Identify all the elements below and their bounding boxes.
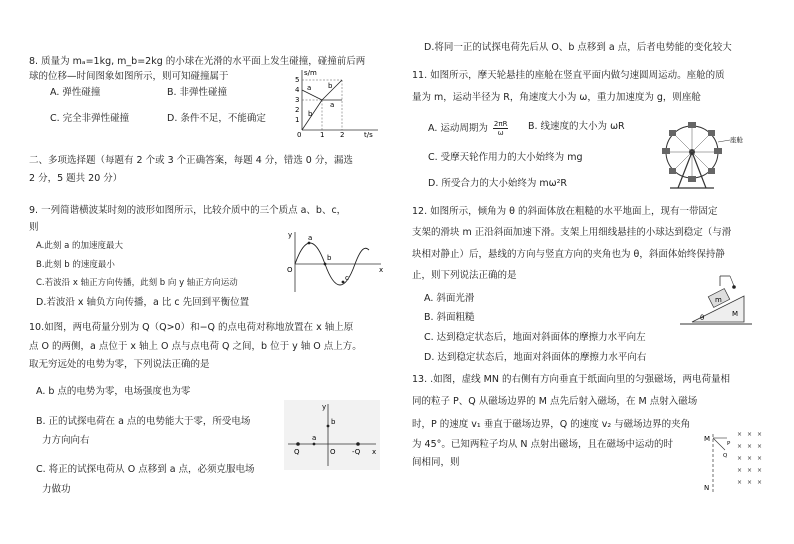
field-cross-mark: × [737, 479, 743, 486]
field-cross-mark: × [757, 431, 763, 438]
q11-option-b: B. 线速度的大小为 ωR [528, 121, 625, 132]
q8-xtick-1: 1 [320, 131, 325, 138]
q8-graph-ylabel: s/m [304, 69, 317, 77]
q8-line-label-b1: b [308, 110, 313, 118]
q9-point-c: c [345, 274, 349, 282]
q13-label-P: P [727, 441, 731, 447]
q8-line-label-a1: a [307, 84, 312, 92]
field-cross-mark: × [737, 467, 743, 474]
field-cross-mark: × [747, 443, 753, 450]
q11-ferris-wheel-figure [652, 118, 748, 194]
field-cross-mark: × [757, 455, 763, 462]
q13-line2: 同的粒子 P、Q 从磁场边界的 M 点先后射入磁场，在 M 点射入磁场 [412, 396, 698, 407]
q8-line1: 8. 质量为 mₐ=1kg, m_b=2kg 的小球在光滑的水平面上发生碰撞，碰撞前后两 [29, 56, 366, 67]
q9-option-d: D.若波沿 x 轴负方向传播，a 比 c 先回到平衡位置 [36, 297, 250, 308]
q8-displacement-time-graph [286, 66, 382, 138]
q12-option-c: C. 达到稳定状态后，地面对斜面体的摩擦力水平向左 [424, 332, 646, 343]
q11-cabin-label: 座舱 [730, 136, 743, 144]
q11-option-a-text: A. 运动周期为 [428, 123, 488, 134]
q8-line-label-b2: b [328, 82, 333, 90]
field-cross-mark: × [747, 467, 753, 474]
q8-ytick-1: 1 [295, 116, 300, 124]
q8-line-label-a2: a [330, 101, 335, 109]
field-cross-mark: × [737, 455, 743, 462]
magnetic-field-crosses [737, 431, 762, 486]
q9-option-a: A.此刻 a 的加速度最大 [36, 241, 123, 251]
field-cross-mark: × [747, 479, 753, 486]
q8-xtick-0: 0 [297, 131, 302, 138]
field-cross-mark: × [737, 443, 743, 450]
q9-point-b: b [327, 254, 332, 262]
q13-label-N: N [704, 484, 710, 492]
q10-line2: 点 O 的两侧，a 点位于 x 轴上 O 点与点电荷 Q 之间，b 位于 y 轴 O 点上方。 [29, 341, 362, 352]
q12-incline-figure [680, 272, 752, 328]
q12-label-m: m [715, 296, 722, 304]
q8-option-b: B. 非弹性碰撞 [167, 87, 228, 98]
q9-graph-origin: O [287, 266, 293, 274]
q10-graph-origin: O [330, 448, 336, 456]
q9-point-a: a [308, 234, 313, 242]
q8-option-c: C. 完全非弹性碰撞 [50, 113, 130, 124]
q11-fraction-denominator: ω [497, 129, 504, 137]
q13-label-M: M [704, 435, 711, 443]
q11-fraction-numerator: 2πR [493, 120, 508, 128]
q12-line2: 支架的滑块 m 正沿斜面加速下滑。支架上用细线悬挂的小球达到稳定（与滑 [412, 227, 732, 238]
q12-line1: 12. 如图所示，倾角为 θ 的斜面体放在粗糙的水平地面上，现有一带固定 [412, 206, 718, 217]
q13-line1: 13. .如图，虚线 MN 的右侧有方向垂直于纸面向里的匀强磁场，两电荷量相 [412, 374, 730, 385]
q13-line3: 时，P 的速度 v₁ 垂直于磁场边界，Q 的速度 v₂ 与磁场边界的夹角 [412, 419, 691, 430]
q12-option-a: A. 斜面光滑 [424, 293, 475, 304]
q10-option-b-line2: 力方向向右 [42, 435, 90, 446]
q10-option-c-line1: C. 将正的试探电荷从 O 点移到 a 点，必须克服电场 [36, 464, 255, 475]
q11-line2: 量为 m，运动半径为 R，角速度大小为 ω，重力加速度为 g，则座舱 [412, 92, 701, 103]
q10-line1: 10.如图，两电荷量分别为 Q（Q>0）和−Q 的点电荷对称地放置在 x 轴上原 [29, 322, 354, 333]
q9-option-b: B.此刻 b 的速度最小 [36, 260, 115, 270]
q10-graph-b: b [331, 418, 336, 426]
section2-line1: 二、多项选择题（每题有 2 个或 3 个正确答案，每题 4 分，错选 0 分，漏选 [29, 155, 353, 166]
q10-graph-negq: -Q [352, 448, 361, 456]
q12-line3: 块相对静止）后，悬线的方向与竖直方向的夹角也为 θ，斜面体始终保持静 [412, 249, 725, 260]
q13-magnetic-field-figure [703, 428, 763, 496]
q12-option-d: D. 达到稳定状态后，地面对斜面体的摩擦力水平向右 [424, 352, 647, 363]
field-cross-mark: × [757, 479, 763, 486]
q13-label-Q: Q [723, 453, 728, 459]
q10-option-b-line1: B. 正的试探电荷在 a 点的电势能大于零，所受电场 [36, 416, 251, 427]
q8-ytick-4: 4 [295, 86, 300, 94]
q12-label-M: M [732, 310, 739, 318]
q10-option-a: A. b 点的电势为零，电场强度也为零 [36, 386, 191, 397]
q10-graph-y: y [322, 403, 327, 411]
q11-option-a [428, 120, 508, 137]
q12-label-theta: θ [700, 314, 705, 322]
q8-option-a: A. 弹性碰撞 [50, 87, 101, 98]
field-cross-mark: × [757, 443, 763, 450]
q10-option-d: D.将同一正的试探电荷先后从 O、b 点移到 a 点，后者电势能的变化较大 [424, 42, 732, 53]
q8-line2: 球的位移—时间图象如图所示，则可知碰撞属于 [29, 71, 229, 82]
q10-graph-q: Q [294, 448, 300, 456]
field-cross-mark: × [757, 467, 763, 474]
q9-graph-y: y [288, 231, 293, 239]
field-cross-mark: × [737, 431, 743, 438]
q9-option-c: C.若波沿 x 轴正方向传播，此刻 b 向 y 轴正方向运动 [36, 278, 238, 288]
q13-line5: 间相同，则 [412, 457, 460, 468]
q10-graph-a: a [312, 434, 317, 442]
q8-option-d: D. 条件不足，不能确定 [167, 113, 266, 124]
q11-option-c: C. 受摩天轮作用力的大小始终为 mg [428, 152, 583, 163]
q12-option-b: B. 斜面粗糙 [424, 312, 475, 323]
q11-line1: 11. 如图所示，摩天轮悬挂的座舱在竖直平面内做匀速圆周运动。座舱的质 [412, 70, 725, 81]
q8-ytick-2: 2 [295, 106, 300, 114]
q9-line1: 9. 一列简谐横波某时刻的波形如图所示，比较介质中的三个质点 a、b、c， [29, 205, 347, 216]
q13-line4: 为 45°。已知两粒子均从 N 点射出磁场，且在磁场中运动的时 [412, 439, 674, 450]
q11-option-d: D. 所受合力的大小始终为 mω²R [428, 178, 567, 189]
q8-ytick-3: 3 [295, 96, 300, 104]
section2-line2: 2 分，5 题共 20 分） [29, 173, 123, 184]
q10-option-c-line2: 力做功 [42, 484, 71, 495]
q11-period-fraction [493, 120, 509, 137]
q9-waveform-graph [283, 228, 387, 296]
q8-graph-xlabel: t/s [364, 131, 373, 138]
field-cross-mark: × [747, 431, 753, 438]
q10-graph-x: x [372, 448, 377, 456]
field-cross-mark: × [747, 455, 753, 462]
q10-charges-figure [284, 400, 380, 470]
q12-line4: 止，则下列说法正确的是 [412, 270, 517, 281]
q9-line2: 则 [29, 222, 39, 233]
q9-graph-x: x [379, 266, 384, 274]
q8-ytick-5: 5 [295, 76, 300, 84]
q8-xtick-2: 2 [340, 131, 345, 138]
q10-line3: 取无穷远处的电势为零，下列说法正确的是 [29, 359, 210, 370]
